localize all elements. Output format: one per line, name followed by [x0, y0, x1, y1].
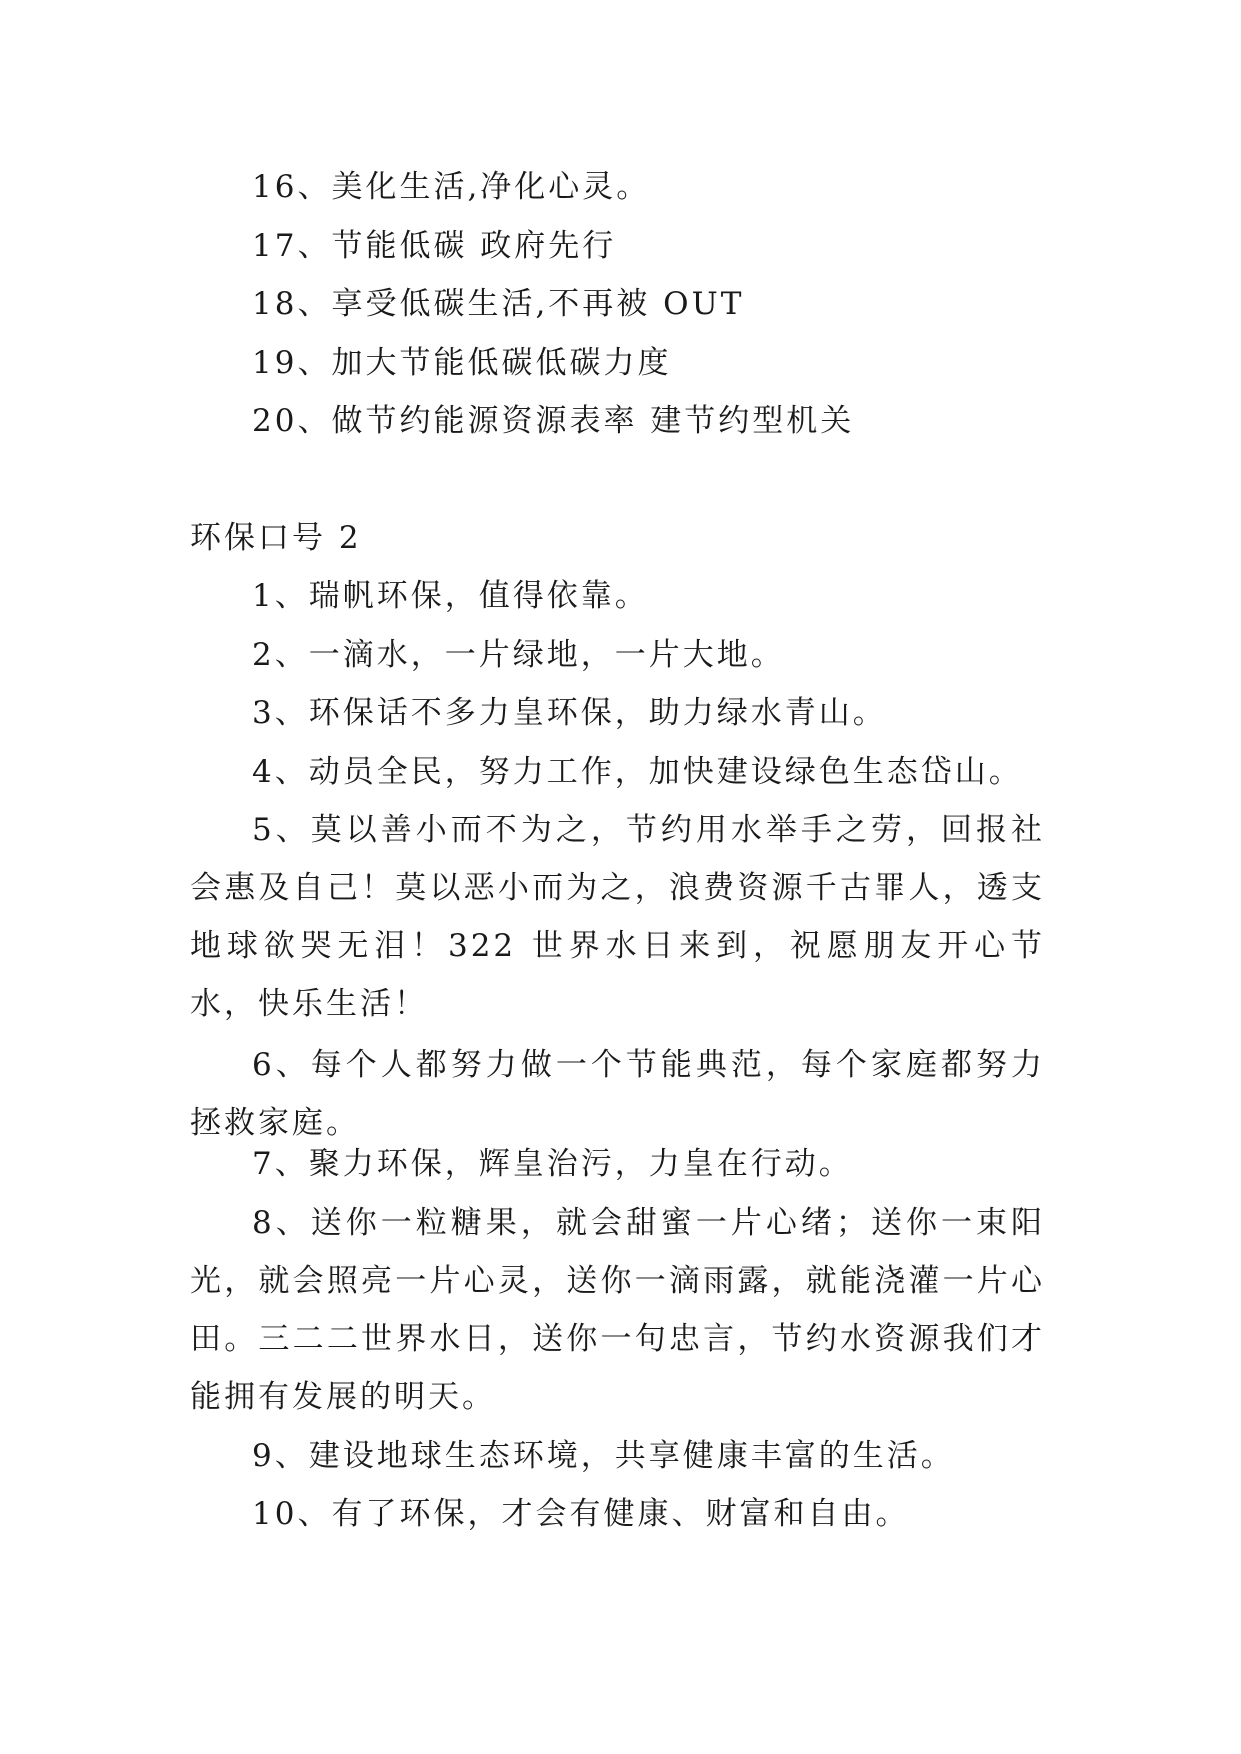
list-item-paragraph: 5、莫以善小而不为之，节约用水举手之劳，回报社会惠及自己！莫以恶小而为之，浪费资源千古罪人，透支地球欲哭无泪！322 世界水日来到，祝愿朋友开心节水，快乐生活！: [190, 812, 1045, 1022]
list-item: 7、聚力环保，辉皇治污，力皇在行动。: [252, 1146, 853, 1182]
list-item: 17、节能低碳 政府先行: [252, 228, 617, 264]
list-item: 1、瑞帆环保，值得依靠。: [252, 578, 649, 614]
list-item: 19、加大节能低碳低碳力度: [252, 345, 672, 381]
list-item: 16、美化生活,净化心灵。: [252, 169, 651, 205]
list-item: 20、做节约能源资源表率 建节约型机关: [252, 403, 855, 439]
section-heading: 环保口号 2: [190, 520, 362, 556]
list-item: 3、环保话不多力皇环保，助力绿水青山。: [252, 695, 887, 731]
list-item: 9、建设地球生态环境，共享健康丰富的生活。: [252, 1438, 955, 1474]
list-item: 4、动员全民，努力工作，加快建设绿色生态岱山。: [252, 754, 1023, 790]
list-item: 18、享受低碳生活,不再被 OUT: [252, 286, 745, 322]
list-item-paragraph: 8、送你一粒糖果，就会甜蜜一片心绪；送你一束阳光，就会照亮一片心灵，送你一滴雨露，就能浇灌一片心田。三二二世界水日，送你一句忠言，节约水资源我们才能拥有发展的明天。: [190, 1205, 1045, 1415]
list-item: 2、一滴水，一片绿地，一片大地。: [252, 637, 785, 673]
list-item-paragraph: 6、每个人都努力做一个节能典范，每个家庭都努力拯救家庭。: [190, 1047, 1045, 1141]
list-item: 10、有了环保，才会有健康、财富和自由。: [252, 1496, 910, 1532]
